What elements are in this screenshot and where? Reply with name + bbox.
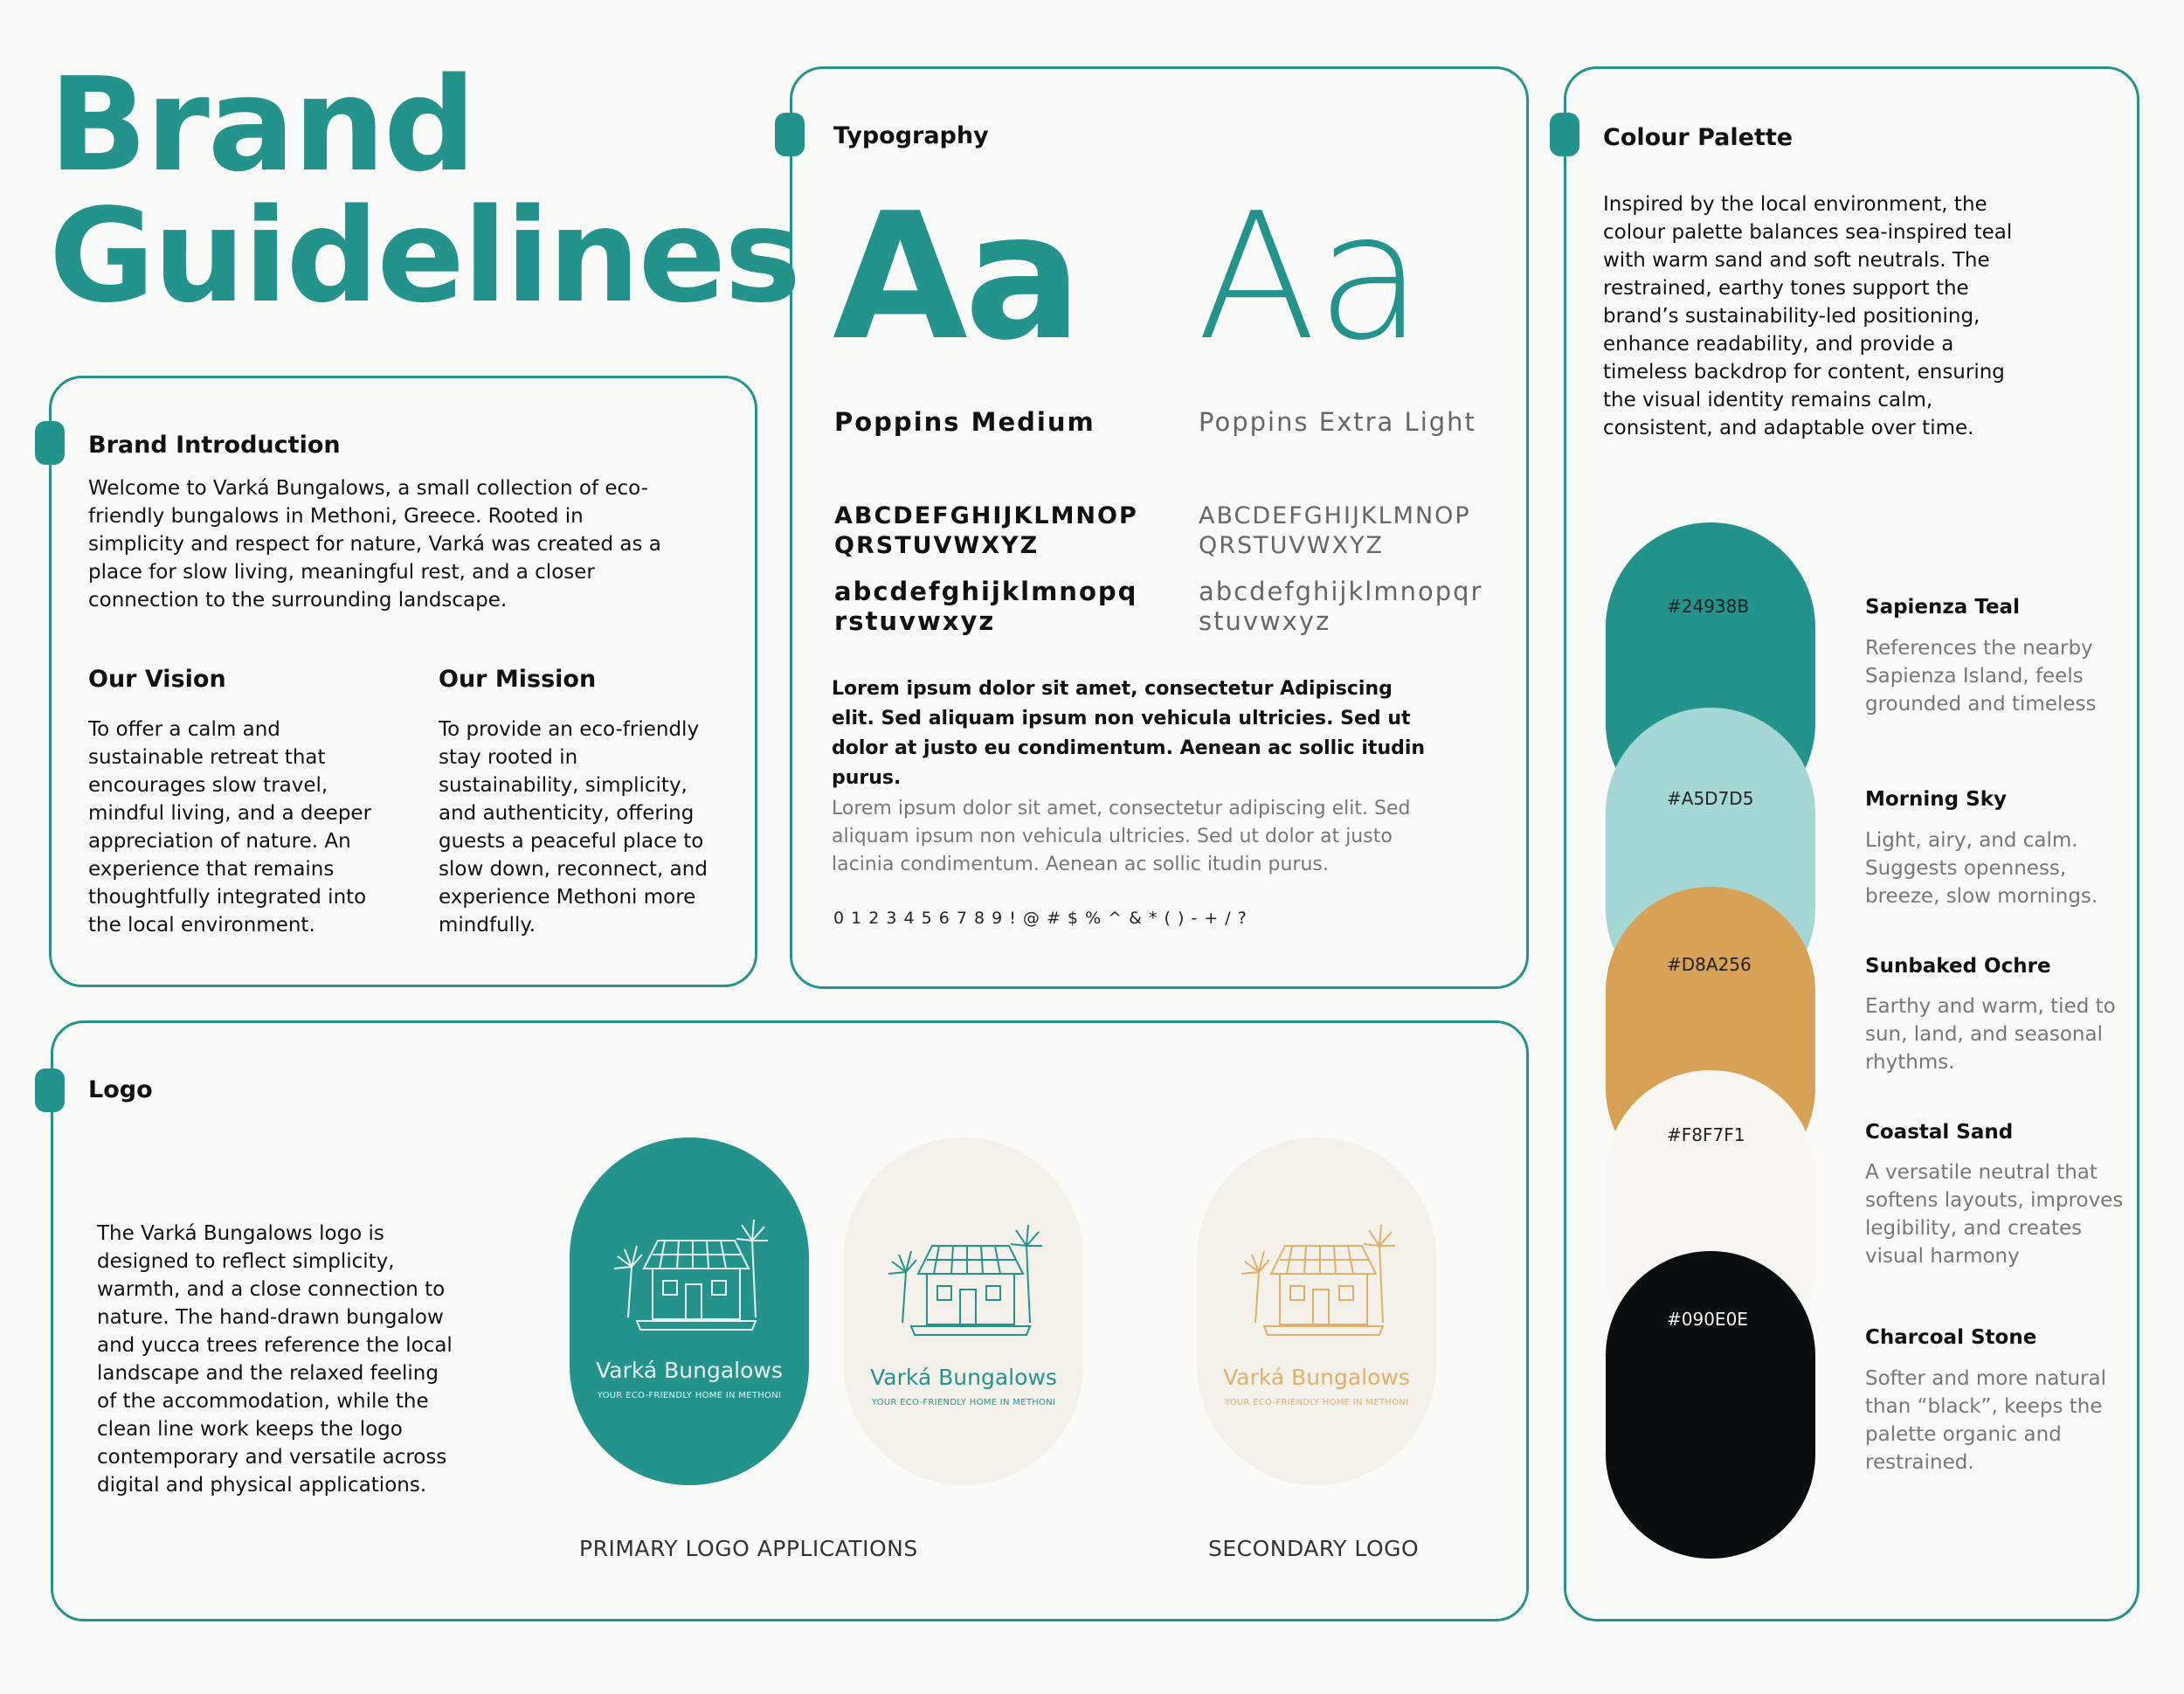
uppercase-bold-line-2: QRSTUVWXYZ bbox=[834, 532, 1040, 559]
primary-logo-caption: PRIMARY LOGO APPLICATIONS bbox=[579, 1536, 918, 1561]
logo-tagline: YOUR ECO-FRIENDLY HOME IN METHONI bbox=[597, 1391, 782, 1400]
colour-desc-2: Light, airy, and calm. Suggests openness, breeze, slow mornings. bbox=[1865, 829, 2098, 908]
swatch-code-3: #D8A256 bbox=[1667, 954, 1752, 975]
title-line-2: Guidelines bbox=[49, 181, 800, 331]
bungalow-icon bbox=[1229, 1220, 1404, 1351]
logo-primary-teal bbox=[570, 1137, 809, 1485]
colour-desc-3: Earthy and warm, tied to sun, land, and seasonal rhythms. bbox=[1865, 995, 2116, 1074]
swatch-code-1: #24938B bbox=[1667, 596, 1750, 617]
colour-name-1: Sapienza Teal bbox=[1865, 596, 2020, 619]
section-tab-marker bbox=[35, 421, 65, 465]
colour-name-2: Morning Sky bbox=[1865, 788, 2007, 811]
section-tab-marker bbox=[1550, 113, 1579, 156]
logo-brand-name: Varká Bungalows bbox=[870, 1365, 1057, 1390]
page-title bbox=[49, 50, 800, 331]
brand-introduction-text: Welcome to Varká Bungalows, a small collection of eco-friendly bungalows in Methoni, Greece. Rooted in simplicity and respect for nature, Varká was created as a place for slow living, meaningful rest, and a closer connection to the surrounding landscape. bbox=[88, 477, 661, 612]
mission-heading: Our Mission bbox=[439, 666, 597, 693]
swatch-charcoal-stone bbox=[1606, 1251, 1815, 1559]
title-line-1: Brand bbox=[49, 50, 474, 200]
section-tab-marker bbox=[775, 113, 805, 156]
font-sample-bold: Aa bbox=[833, 176, 1079, 379]
colour-palette-intro: Inspired by the local environment, the colour palette balances sea-inspired teal with warm sand and soft neutrals. The restrained, earthy tones support the brand’s sustainability-led positioning, enhance readability, and provide a timeless backdrop for content, ensuring the visual identity remains calm, consistent, and adaptable over time. bbox=[1603, 193, 2013, 439]
typography-heading: Typography bbox=[833, 122, 989, 149]
light-paragraph-sample: Lorem ipsum dolor sit amet, consectetur adipiscing elit. Sed aliquam ipsum non vehicula ultricies. Sed ut dolor at justo lacinia condimentum. Aenean ac sollic itudin purus. bbox=[832, 798, 1411, 875]
brand-introduction-heading: Brand Introduction bbox=[88, 432, 341, 459]
logo-tagline: YOUR ECO-FRIENDLY HOME IN METHONI bbox=[871, 1398, 1056, 1407]
font-sample-light: Aa bbox=[1197, 176, 1424, 379]
uppercase-bold bbox=[834, 501, 1138, 561]
logo-secondary bbox=[1197, 1137, 1436, 1485]
section-tab-marker bbox=[35, 1068, 65, 1112]
lowercase-light-line-2: stuvwxyz bbox=[1199, 606, 1331, 636]
colour-desc-4: A versatile neutral that softens layouts, improves legibility, and creates visual harmony bbox=[1865, 1161, 2124, 1268]
swatch-code-2: #A5D7D5 bbox=[1667, 788, 1754, 809]
colour-name-4: Coastal Sand bbox=[1865, 1121, 2014, 1144]
font-name-extra-light: Poppins Extra Light bbox=[1199, 407, 1476, 437]
swatch-code-5: #090E0E bbox=[1667, 1309, 1748, 1330]
logo-primary-sand bbox=[844, 1137, 1083, 1485]
bungalow-icon bbox=[876, 1220, 1051, 1351]
logo-tagline: YOUR ECO-FRIENDLY HOME IN METHONI bbox=[1224, 1398, 1409, 1407]
font-name-medium: Poppins Medium bbox=[834, 407, 1095, 437]
logo-brand-name: Varká Bungalows bbox=[596, 1358, 783, 1383]
colour-palette-heading: Colour Palette bbox=[1603, 124, 1794, 151]
uppercase-light-line-1: ABCDEFGHIJKLMNOP bbox=[1199, 502, 1471, 529]
secondary-logo-caption: SECONDARY LOGO bbox=[1208, 1536, 1420, 1561]
vision-heading: Our Vision bbox=[88, 666, 226, 693]
vision-text: To offer a calm and sustainable retreat that encourages slow travel, mindful living, and a deeper appreciation of nature. An experience that remains thoughtfully integrated into the local environment. bbox=[88, 718, 372, 937]
bungalow-icon bbox=[602, 1214, 777, 1345]
colour-desc-1: References the nearby Sapienza Island, feels grounded and timeless bbox=[1865, 637, 2097, 716]
uppercase-light bbox=[1199, 501, 1471, 561]
numerals-sample: 0 1 2 3 4 5 6 7 8 9 ! @ # $ % ^ & * ( ) - + / ? bbox=[833, 909, 1248, 928]
colour-name-3: Sunbaked Ochre bbox=[1865, 955, 2051, 978]
logo-description: The Varká Bungalows logo is designed to reflect simplicity, warmth, and a close connection to nature. The hand-drawn bungalow and yucca trees reference the local landscape and the relaxed feeling of the accommodation, while the clean line work keeps the logo contemporary and versatile across digital and physical applications. bbox=[97, 1222, 453, 1497]
bold-paragraph-sample: Lorem ipsum dolor sit amet, consectetur Adipiscing elit. Sed aliquam ipsum non vehicula ultricies. Sed ut dolor at justo eu condimentum. Aenean ac sollic itudin purus. bbox=[832, 678, 1426, 789]
logo-brand-name: Varká Bungalows bbox=[1223, 1365, 1410, 1390]
colour-desc-5: Softer and more natural than “black”, keeps the palette organic and restrained. bbox=[1865, 1367, 2106, 1474]
lowercase-light bbox=[1199, 577, 1482, 636]
lowercase-bold-line-1: abcdefghijklmnopq bbox=[834, 577, 1138, 606]
swatch-code-4: #F8F7F1 bbox=[1667, 1124, 1745, 1145]
lowercase-bold-line-2: rstuvwxyz bbox=[834, 606, 996, 636]
lowercase-light-line-1: abcdefghijklmnopqr bbox=[1199, 577, 1483, 606]
mission-text: To provide an eco-friendly stay rooted in sustainability, simplicity, and authenticity, offering guests a peaceful place to slow down, reconnect, and experience Methoni more mindfully. bbox=[439, 718, 708, 937]
lowercase-bold bbox=[834, 577, 1137, 636]
uppercase-light-line-2: QRSTUVWXYZ bbox=[1199, 532, 1385, 559]
logo-heading: Logo bbox=[88, 1076, 153, 1103]
uppercase-bold-line-1: ABCDEFGHIJKLMNOP bbox=[834, 502, 1138, 529]
colour-name-5: Charcoal Stone bbox=[1865, 1326, 2037, 1349]
